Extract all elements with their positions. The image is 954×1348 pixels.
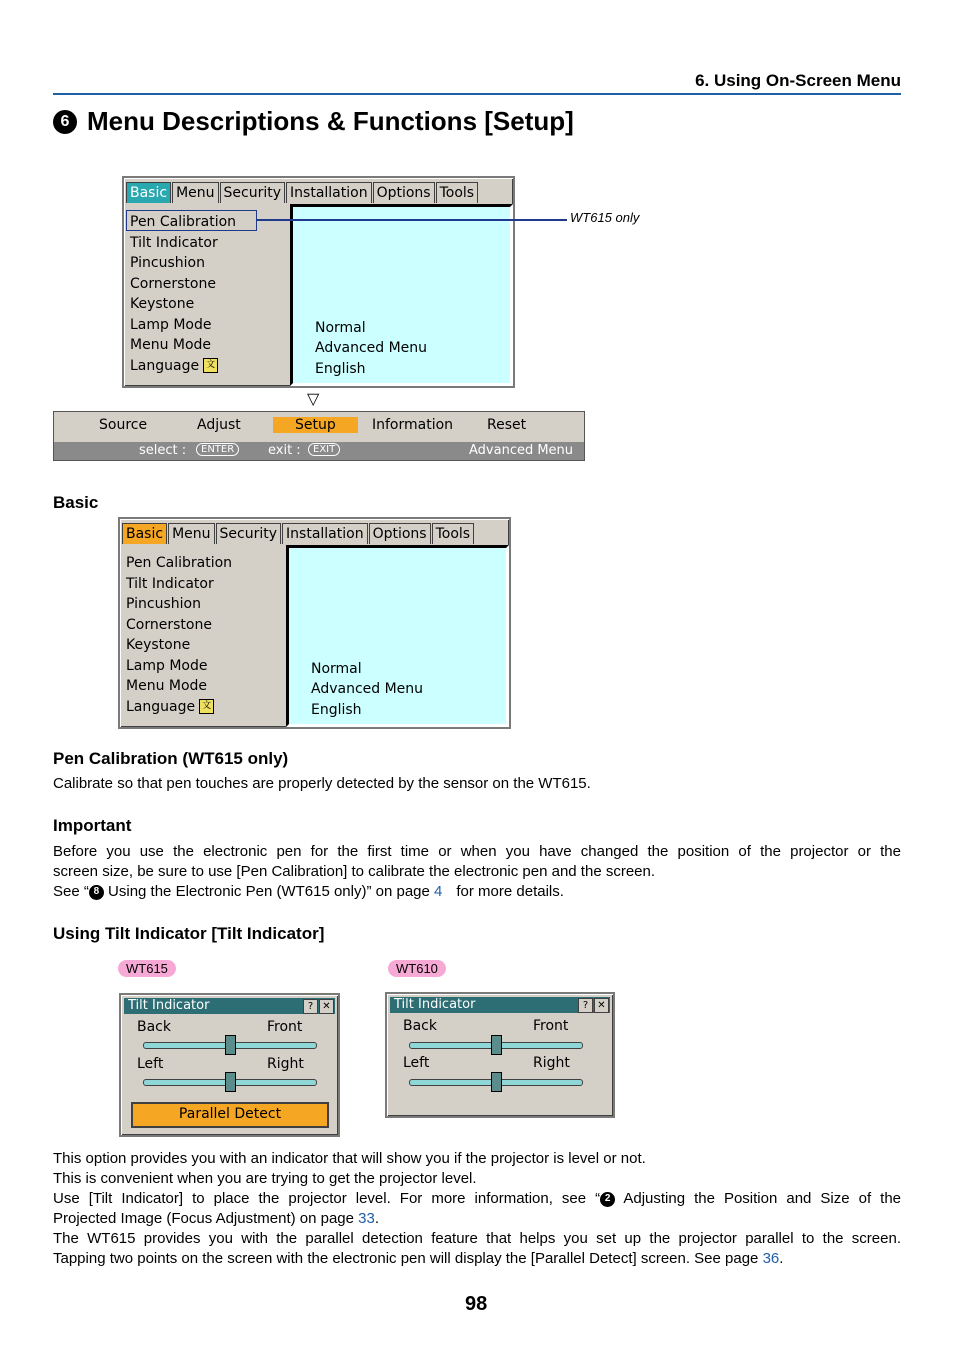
value-lamp-mode[interactable]: Normal — [315, 319, 366, 336]
tilt-window-title: Tilt Indicator — [128, 998, 210, 1013]
page-link-4[interactable]: 4 — [434, 883, 443, 900]
page-link-33[interactable]: 33 — [358, 1210, 375, 1227]
desc-line2: This is convenient when you are trying to get the projector level. — [53, 1170, 477, 1187]
desc-l4-post: . — [374, 1210, 380, 1227]
tab-installation[interactable]: Installation — [286, 182, 372, 203]
menu-tabbar — [126, 182, 479, 203]
menu-item-lamp-mode[interactable]: Lamp Mode — [130, 316, 212, 333]
page-title — [53, 106, 574, 137]
callout-wt615-only: WT615 only — [570, 210, 640, 225]
tab-security[interactable]: Security — [216, 523, 282, 544]
exit-label: exit : — [268, 443, 301, 458]
right-label: Right — [533, 1055, 570, 1071]
main-bar-status — [54, 442, 584, 460]
important-line1: Before you use the electronic pen for the first time or when you have changed the position of the projector or the — [53, 843, 901, 860]
desc-line6 — [53, 1249, 783, 1269]
help-icon[interactable]: ? — [303, 999, 318, 1014]
value-language[interactable]: English — [315, 360, 366, 377]
menu-item-lamp-mode[interactable]: Lamp Mode — [126, 657, 208, 674]
header-rule — [53, 93, 901, 95]
enter-key: ENTER — [196, 443, 239, 456]
front-label: Front — [533, 1018, 569, 1034]
tilt-window-title: Tilt Indicator — [394, 997, 476, 1012]
desc-line4 — [53, 1209, 379, 1229]
menu-item-pincushion[interactable]: Pincushion — [126, 596, 201, 612]
value-panel — [290, 204, 513, 386]
menu-item-pincushion[interactable]: Pincushion — [130, 255, 205, 271]
language-icon: 文 — [203, 358, 218, 373]
menu-mode-status: Advanced Menu — [469, 443, 574, 458]
ref-number-badge: 2 — [600, 1192, 615, 1207]
tilt-window-wt615 — [119, 993, 340, 1137]
tab-basic[interactable]: Basic — [126, 182, 171, 203]
title-number-badge: 6 — [53, 110, 77, 134]
menu-item-keystone[interactable]: Keystone — [130, 296, 195, 312]
callout-line — [257, 219, 567, 221]
desc-line5: The WT615 provides you with the parallel detection feature that helps you set up the projector parallel to the screen. — [53, 1230, 901, 1247]
menu-item-menu-mode[interactable]: Menu Mode — [130, 337, 212, 353]
menu-item-language[interactable] — [126, 697, 232, 718]
back-label: Back — [403, 1018, 437, 1034]
main-menu-bar — [53, 411, 585, 461]
main-item-adjust[interactable]: Adjust — [197, 417, 241, 433]
left-label: Left — [137, 1056, 164, 1072]
basic-value-list — [311, 659, 423, 721]
important-see-line — [53, 882, 564, 902]
basic-heading: Basic — [53, 493, 99, 512]
main-item-information[interactable]: Information — [372, 417, 454, 433]
title-text: Menu Descriptions & Functions [Setup] — [87, 106, 574, 136]
select-label: select : — [139, 443, 187, 458]
tab-security[interactable]: Security — [220, 182, 286, 203]
menu-item-language-label: Language — [126, 698, 196, 715]
menu-item-tilt-indicator[interactable]: Tilt Indicator — [130, 234, 218, 251]
see-mid: Using the Electronic Pen (WT615 only)” on page — [103, 883, 435, 900]
tab-options[interactable]: Options — [369, 523, 431, 544]
left-right-slider[interactable] — [409, 1079, 583, 1086]
front-back-slider[interactable] — [143, 1042, 317, 1049]
section-label: 6. Using On-Screen Menu — [695, 71, 901, 90]
tab-tools[interactable]: Tools — [436, 182, 479, 203]
main-item-setup[interactable]: Setup — [273, 417, 358, 433]
close-icon[interactable]: ✕ — [319, 999, 334, 1014]
setup-menu-window — [122, 176, 515, 388]
value-menu-mode[interactable]: Advanced Menu — [315, 340, 428, 356]
menu-item-cornerstone[interactable]: Cornerstone — [130, 275, 216, 292]
desc-line1: This option provides you with an indicator that will show you if the projector is level or not. — [53, 1150, 646, 1167]
page-number: 98 — [465, 1293, 488, 1315]
tab-options[interactable]: Options — [373, 182, 435, 203]
exit-key: EXIT — [308, 443, 340, 456]
menu-item-cornerstone[interactable]: Cornerstone — [126, 616, 212, 633]
menu-item-pen-calibration[interactable]: Pen Calibration — [130, 214, 237, 230]
main-item-reset[interactable]: Reset — [487, 417, 527, 433]
tab-basic[interactable]: Basic — [122, 523, 167, 544]
desc-l3-post: Adjusting the Position and Size of the — [615, 1190, 901, 1207]
basic-menu-window — [118, 517, 511, 729]
pen-calibration-heading: Pen Calibration (WT615 only) — [53, 749, 289, 768]
page-link-36[interactable]: 36 — [762, 1250, 780, 1267]
down-arrow-icon: ▽ — [307, 391, 320, 408]
value-list — [315, 318, 427, 380]
menu-item-keystone[interactable]: Keystone — [126, 637, 191, 653]
tilt-heading: Using Tilt Indicator [Tilt Indicator] — [53, 924, 325, 943]
desc-l6-post: . — [779, 1250, 784, 1267]
see-pre: See “ — [53, 883, 89, 900]
back-label: Back — [137, 1019, 171, 1035]
value-lamp-mode[interactable]: Normal — [311, 660, 362, 677]
menu-item-menu-mode[interactable]: Menu Mode — [126, 678, 208, 694]
menu-item-language[interactable] — [130, 356, 236, 377]
tab-menu[interactable]: Menu — [172, 182, 218, 203]
left-right-slider[interactable] — [143, 1079, 317, 1086]
tilt-window-wt610 — [385, 992, 615, 1118]
menu-item-language-label: Language — [130, 357, 200, 374]
parallel-detect-button[interactable]: Parallel Detect — [131, 1102, 329, 1128]
tab-tools[interactable]: Tools — [432, 523, 475, 544]
front-back-knob[interactable] — [491, 1035, 502, 1055]
language-icon: 文 — [199, 699, 214, 714]
ref-number-badge: 8 — [89, 885, 104, 900]
left-right-knob[interactable] — [225, 1072, 236, 1092]
value-menu-mode[interactable]: Advanced Menu — [311, 681, 424, 697]
left-label: Left — [403, 1055, 430, 1071]
right-label: Right — [267, 1056, 304, 1072]
basic-menu-tabbar — [122, 523, 475, 544]
tab-menu[interactable]: Menu — [168, 523, 214, 544]
important-heading: Important — [53, 816, 132, 835]
wt615-label: WT615 — [118, 960, 176, 977]
left-right-knob[interactable] — [491, 1072, 502, 1092]
front-back-knob[interactable] — [225, 1035, 236, 1055]
basic-item-list — [126, 553, 232, 717]
menu-item-tilt-indicator[interactable]: Tilt Indicator — [126, 575, 214, 592]
menu-item-pen-calibration[interactable]: Pen Calibration — [126, 555, 233, 571]
important-line2: screen size, be sure to use [Pen Calibration] to calibrate the electronic pen and the screen. — [53, 863, 656, 880]
value-language[interactable]: English — [311, 701, 362, 718]
main-item-source[interactable]: Source — [99, 417, 148, 433]
pen-calibration-highlight — [126, 210, 257, 231]
front-label: Front — [267, 1019, 303, 1035]
wt610-label: WT610 — [388, 960, 446, 977]
tab-installation[interactable]: Installation — [282, 523, 368, 544]
tilt-titlebar — [390, 997, 610, 1013]
desc-l6-pre: Tapping two points on the screen with the electronic pen will display the [Parallel Detect] screen. See page — [53, 1250, 763, 1267]
desc-l4-pre: Projected Image (Focus Adjustment) on page — [53, 1210, 359, 1227]
desc-l3-pre: Use [Tilt Indicator] to place the projector level. For more information, see “ — [53, 1190, 601, 1207]
tilt-titlebar — [124, 998, 335, 1014]
see-post: for more details. — [456, 883, 564, 900]
desc-line3 — [53, 1189, 901, 1209]
help-icon[interactable]: ? — [578, 998, 593, 1013]
menu-item-list — [130, 212, 236, 376]
basic-value-panel — [286, 545, 509, 727]
front-back-slider[interactable] — [409, 1042, 583, 1049]
pen-calibration-text: Calibrate so that pen touches are properly detected by the sensor on the WT615. — [53, 775, 591, 792]
close-icon[interactable]: ✕ — [594, 998, 609, 1013]
